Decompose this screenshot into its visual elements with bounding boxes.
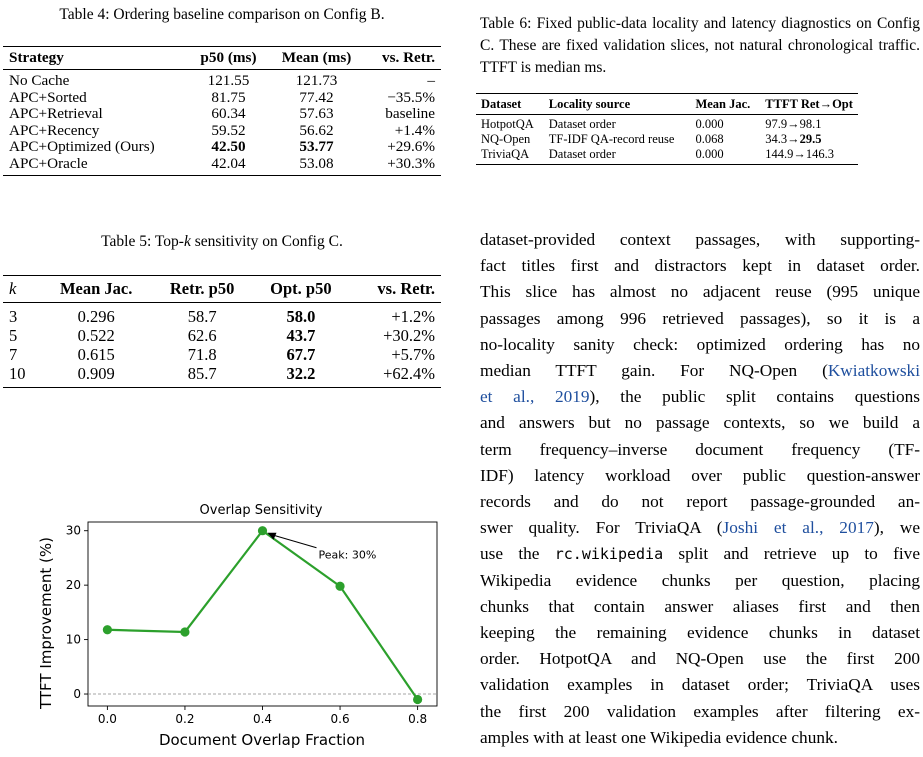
table-cell: 85.7 xyxy=(152,364,253,388)
text-line: order. HotpotQA and NQ-Open use the first 200 xyxy=(480,649,920,669)
x-tick-label: 0.2 xyxy=(175,712,195,726)
table-cell: 3 xyxy=(3,303,41,327)
x-tick-label: 0.6 xyxy=(330,712,350,726)
table-cell: APC+Optimized (Ours) xyxy=(9,138,155,155)
text-line: dataset-provided context passages, with supporting- xyxy=(480,230,920,249)
table-cell: 0.068 xyxy=(695,132,724,146)
table-cell: Dataset order xyxy=(539,115,680,133)
text-line: This slice has almost no adjacent reuse (995 unique xyxy=(480,282,920,302)
table-cell: 67.7 xyxy=(286,345,316,364)
text-line: keeping the remaining evidence chunks in dataset xyxy=(480,623,920,643)
table-cell: APC+Sorted xyxy=(9,88,87,106)
table-row xyxy=(3,70,441,90)
table-cell: 53.77 xyxy=(299,138,334,155)
table-row xyxy=(476,147,858,165)
text-line: Wikipedia evidence chunks per question, placing xyxy=(480,570,920,590)
text-line: term frequency–inverse document frequency (TF- xyxy=(480,439,920,459)
table-header-cell: Mean Jac. xyxy=(41,276,152,303)
x-tick-label: 0.0 xyxy=(97,712,117,726)
table-cell: 71.8 xyxy=(187,345,217,364)
table6 xyxy=(476,93,858,165)
chart-marks xyxy=(88,526,437,704)
data-point xyxy=(103,625,112,634)
data-point xyxy=(180,627,189,636)
table-cell: APC+Retrieval xyxy=(9,105,103,122)
table-header-cell: k xyxy=(3,276,41,303)
text-line: IDF) latency workload over public question-answer xyxy=(480,465,920,485)
table-header-cell: Opt. p50 xyxy=(253,276,350,303)
table-row xyxy=(3,106,441,123)
data-point xyxy=(413,695,422,704)
table-header-cell: vs. Retr. xyxy=(349,276,441,303)
table-header-cell: TTFT Ret→Opt xyxy=(755,94,858,115)
text-run: swer quality. For TriviaQA ( xyxy=(480,518,723,538)
table4-caption: Table 4: Ordering baseline comparison on Config B. xyxy=(59,6,385,23)
table-header-cell: Dataset xyxy=(476,94,539,115)
table-header-cell: vs. Retr. xyxy=(365,47,442,70)
table-header-row xyxy=(3,47,441,70)
table-cell xyxy=(755,132,858,147)
table-header-cell: Mean (ms) xyxy=(269,47,365,70)
caption-prefix: Table 5: Top- xyxy=(101,233,184,250)
chart-title: Overlap Sensitivity xyxy=(199,503,323,518)
text-line xyxy=(480,515,920,541)
table-header-cell: Strategy xyxy=(3,47,188,70)
overlap-sensitivity-chart xyxy=(0,498,444,753)
table-header-cell: Mean Jac. xyxy=(679,94,755,115)
table-cell: 58.0 xyxy=(253,303,350,327)
table-cell: +30.3% xyxy=(365,156,442,176)
table-cell: 42.50 xyxy=(211,138,246,155)
table5 xyxy=(3,275,441,388)
table-row xyxy=(3,345,441,364)
x-tick-label: 0.4 xyxy=(252,712,273,726)
table-cell: APC+Oracle xyxy=(3,156,188,176)
table-row xyxy=(3,139,441,156)
table-cell: Dataset order xyxy=(539,147,680,165)
table-cell: 81.75 xyxy=(211,88,246,106)
text-line: amples with at least one Wikipedia evidence chunk. xyxy=(480,727,838,747)
table-cell: 60.34 xyxy=(211,105,246,122)
table-cell: HotpotQA xyxy=(476,115,539,133)
table-cell: 0.000 xyxy=(679,147,755,165)
x-tick-label: 0.8 xyxy=(408,712,428,726)
table-header-cell: Locality source xyxy=(539,94,680,115)
table-cell: 58.7 xyxy=(152,303,253,327)
text-run: median TTFT gain. For NQ-Open ( xyxy=(480,361,828,381)
table-row xyxy=(3,90,441,107)
table-cell: 62.6 xyxy=(187,326,217,345)
table-cell: 7 xyxy=(9,345,18,364)
table-cell: +29.6% xyxy=(387,138,435,155)
table-cell: 121.73 xyxy=(269,70,365,90)
table-cell: 32.2 xyxy=(253,364,350,388)
table-cell: 0.522 xyxy=(77,326,115,345)
table-cell: 144.9→146.3 xyxy=(755,147,858,165)
text-line: chunks that contain answer aliases first and then xyxy=(480,596,920,616)
ttft-before: 34.3→ xyxy=(765,132,800,146)
citation-link[interactable]: Kwiatkowski xyxy=(827,361,920,381)
text-line xyxy=(480,384,920,410)
table-cell: 97.9→98.1 xyxy=(755,115,858,133)
table5-caption xyxy=(0,231,444,253)
text-line: no-locality sanity check: optimized ordering has no xyxy=(480,334,920,354)
table-cell: TriviaQA xyxy=(476,147,539,165)
caption-suffix: sensitivity on Config C. xyxy=(190,233,343,250)
table-cell: 57.63 xyxy=(299,105,334,122)
y-tick-label: 30 xyxy=(65,523,81,538)
text-line: passages among 996 retrieved passages), so it is a xyxy=(480,308,920,328)
table-cell: 59.52 xyxy=(211,121,246,139)
table-cell: 0.000 xyxy=(679,115,755,133)
text-line: and answers but no passage contexts, so we build a xyxy=(480,413,920,433)
text-line: the first 200 validation examples after filtering ex- xyxy=(480,701,920,721)
table-row xyxy=(476,115,858,133)
table-cell: – xyxy=(365,70,442,90)
table-cell: No Cache xyxy=(3,70,188,90)
table-cell: +1.2% xyxy=(349,303,441,327)
table-cell: 53.08 xyxy=(269,156,365,176)
table-cell: −35.5% xyxy=(387,88,435,106)
table6-caption: Table 6: Fixed public-data locality and latency diagnostics on Config C. These are fixed validation slices, not natural chronological traffic. TTFT is median ms. xyxy=(480,15,920,76)
table-cell: 43.7 xyxy=(286,326,316,345)
table-cell: NQ-Open xyxy=(481,132,531,146)
ttft-after-bold: 29.5 xyxy=(799,132,822,146)
annotation-label: Peak: 30% xyxy=(318,548,377,562)
table-cell: baseline xyxy=(385,105,435,122)
table4 xyxy=(3,46,441,176)
data-point xyxy=(258,526,267,535)
table-cell: 0.615 xyxy=(77,345,115,364)
table-cell: +1.4% xyxy=(394,121,435,139)
table-row xyxy=(3,123,441,140)
text-run: split and retrieve up to five xyxy=(663,544,920,564)
table-cell: 121.55 xyxy=(188,70,268,90)
table-row xyxy=(3,303,441,327)
citation-link[interactable]: Joshi et al., 2017 xyxy=(722,518,874,538)
table-header-cell: p50 (ms) xyxy=(188,47,268,70)
table-cell: +62.4% xyxy=(349,364,441,388)
y-tick-label: 0 xyxy=(73,687,81,702)
table-row xyxy=(476,132,858,147)
text-line xyxy=(480,541,920,567)
table-cell: +5.7% xyxy=(391,345,435,364)
table-cell: 0.296 xyxy=(41,303,152,327)
table-cell: 77.42 xyxy=(299,88,334,106)
text-line: fact titles first and distractors kept in dataset order. xyxy=(480,256,920,276)
text-run: ), we xyxy=(873,518,920,538)
table-header-cell: Retr. p50 xyxy=(152,276,253,303)
table-row xyxy=(3,364,441,388)
x-axis-label: Document Overlap Fraction xyxy=(158,731,366,749)
chart-axes xyxy=(66,522,437,726)
body-paragraph xyxy=(480,227,920,751)
table-header-row xyxy=(3,276,441,303)
table-cell: +30.2% xyxy=(383,326,435,345)
text-line: validation examples in dataset order; TriviaQA uses xyxy=(480,675,920,695)
table-cell: 42.04 xyxy=(188,156,268,176)
table-row xyxy=(3,156,441,176)
table-cell: APC+Recency xyxy=(9,121,100,139)
y-tick-label: 10 xyxy=(65,632,81,647)
text-run: ), the public split contains questions xyxy=(589,387,920,407)
plot-frame xyxy=(88,522,437,706)
table-header-row xyxy=(476,94,858,115)
table-cell: 0.909 xyxy=(41,364,152,388)
data-point xyxy=(335,582,344,591)
y-axis-label: TTFT Improvement (%) xyxy=(37,537,55,709)
text-line: records and do not report passage-grounded an- xyxy=(480,492,920,512)
text-line xyxy=(480,358,920,384)
caption-k: k xyxy=(183,233,191,250)
code-split-name: rc.wikipedia xyxy=(554,545,664,564)
table-row xyxy=(3,326,441,345)
table-cell: 56.62 xyxy=(299,121,334,139)
citation-link[interactable]: et al., 2019 xyxy=(480,387,590,407)
text-run: use the xyxy=(480,544,555,564)
table-cell: 5 xyxy=(9,326,18,345)
table-cell: TF-IDF QA-record reuse xyxy=(548,132,675,146)
y-tick-label: 20 xyxy=(65,578,81,593)
table-cell: 10 xyxy=(3,364,41,388)
